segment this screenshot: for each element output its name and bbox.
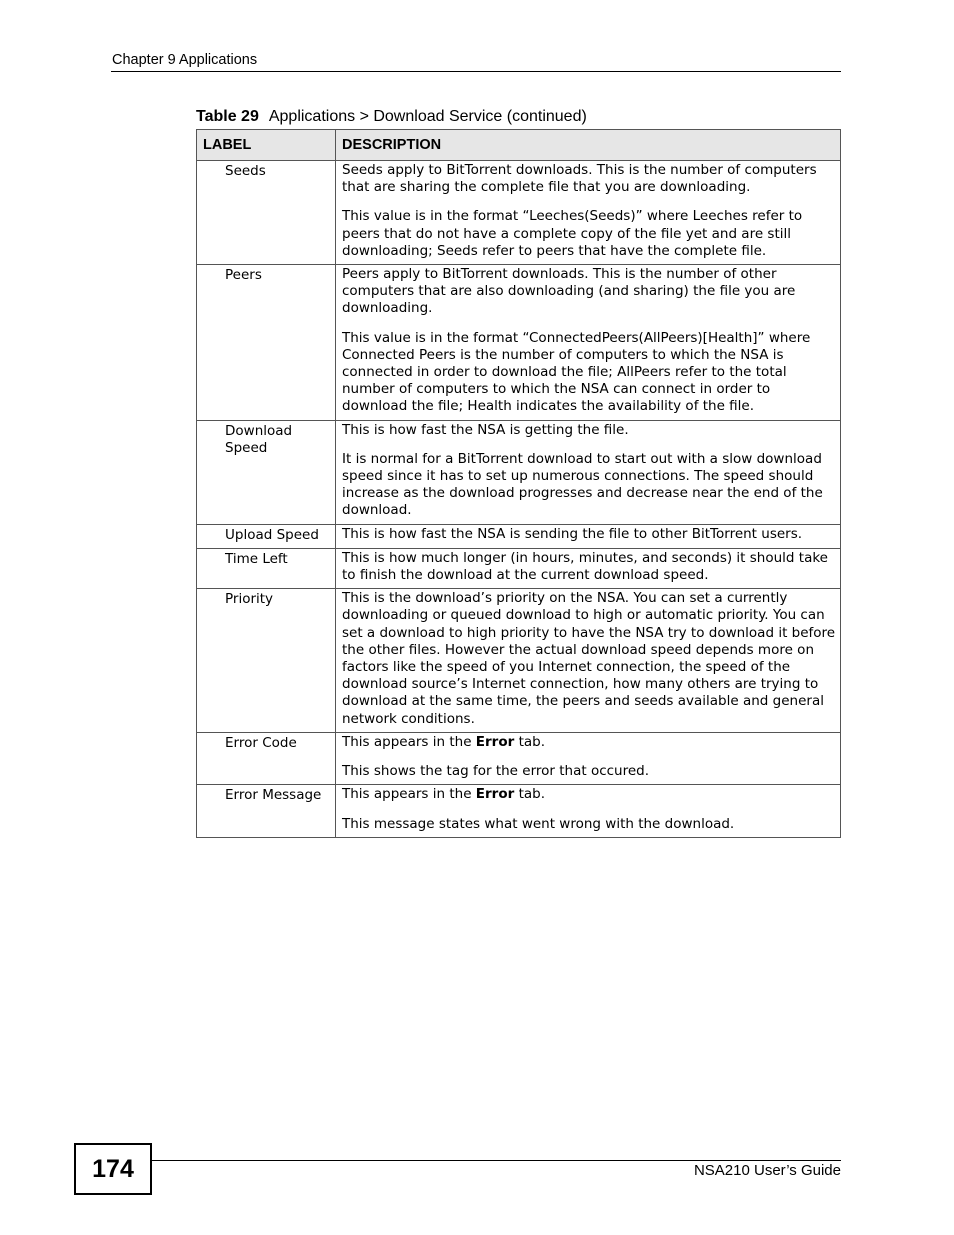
table-row [197,548,841,588]
description-paragraph [342,734,836,751]
description-text: This is how much longer (in hours, minutes, and seconds) it should take to finish the download at the current download speed. [342,549,828,584]
description-paragraph [342,786,836,803]
description-text: tab. [514,733,545,750]
description-paragraph [342,422,836,439]
row-label: Priority [197,589,336,733]
table-row [197,732,841,784]
table-body [197,161,841,838]
description-text: This is how fast the NSA is getting the file. [342,421,629,438]
table-row [197,420,841,524]
description-paragraph [342,208,836,260]
description-paragraph [342,266,836,318]
row-description [336,548,841,588]
table-row [197,265,841,421]
table-row [197,524,841,548]
row-label: Error Message [197,785,336,837]
row-label: Time Left [197,548,336,588]
description-text: This message states what went wrong with the download. [342,815,735,832]
description-paragraph [342,451,836,520]
description-paragraph [342,550,836,584]
description-text: This value is in the format “Leeches(Seeds)” where Leeches refer to peers that do not have a complete copy of the file yet and are still downloading; Seeds refer to peers that have the complete file. [342,208,803,259]
description-text: This is how fast the NSA is sending the file to other BitTorrent users. [342,525,803,542]
table-row [197,161,841,265]
row-description [336,732,841,784]
table-number: Table 29 [196,108,259,125]
download-service-table [196,129,841,838]
table-title: Applications > Download Service (continued) [268,108,587,125]
description-text: This shows the tag for the error that occured. [342,763,650,780]
bold-term: Error [475,786,515,803]
description-paragraph [342,763,836,780]
description-paragraph [342,162,836,196]
bold-term: Error [475,733,515,750]
row-label: Error Code [197,732,336,784]
footer-rule [151,1160,841,1161]
description-paragraph [342,816,836,833]
description-text: Seeds apply to BitTorrent downloads. This is the number of computers that are sharing the complete file that you are downloading. [342,162,817,196]
row-description [336,589,841,733]
description-text: tab. [514,786,545,803]
description-paragraph [342,526,836,543]
row-description [336,265,841,421]
description-text: This appears in the [342,786,476,803]
row-description [336,785,841,837]
row-description [336,420,841,524]
row-label: Seeds [197,161,336,265]
chapter-header: Chapter 9 Applications [112,52,258,68]
column-header-description: DESCRIPTION [336,130,841,161]
page-number: 174 [74,1143,152,1195]
table-row [197,589,841,733]
description-paragraph [342,330,836,416]
row-description [336,524,841,548]
table-row [197,785,841,837]
row-label: Peers [197,265,336,421]
description-text: This is the download’s priority on the NSA. You can set a currently downloading or queued download to high or automatic priority. You can set a download to high priority to have the NSA try to download it before the other files. However the actual download speed depends more on factors like the speed of you Internet connection, the speed of the download source’s Internet connection, how many others are trying to download at the same time, the peers and seeds available and general network conditions. [342,590,836,727]
header-rule [111,71,841,72]
table-caption [196,108,587,126]
row-description [336,161,841,265]
guide-title: NSA210 User’s Guide [693,1162,841,1179]
description-paragraph [342,590,836,728]
table-header-row [197,130,841,161]
description-text: It is normal for a BitTorrent download to start out with a slow download speed since it has to set up numerous connections. The speed should increase as the download progresses and decrease near the end of the download. [342,450,823,519]
description-text: Peers apply to BitTorrent downloads. This is the number of other computers that are also downloading (and sharing) the file you are downloading. [342,266,796,317]
description-text: This appears in the [342,733,476,750]
column-header-label: LABEL [197,130,336,161]
row-label: Download Speed [197,420,336,524]
row-label: Upload Speed [197,524,336,548]
description-text: This value is in the format “ConnectedPeers(AllPeers)[Health]” where Connected Peers is the number of computers to which the NSA is connected in order to download the file; AllPeers refer to the total number of computers to which the NSA can connect in order to download the file; Health indicates the availability of the file. [342,329,811,415]
